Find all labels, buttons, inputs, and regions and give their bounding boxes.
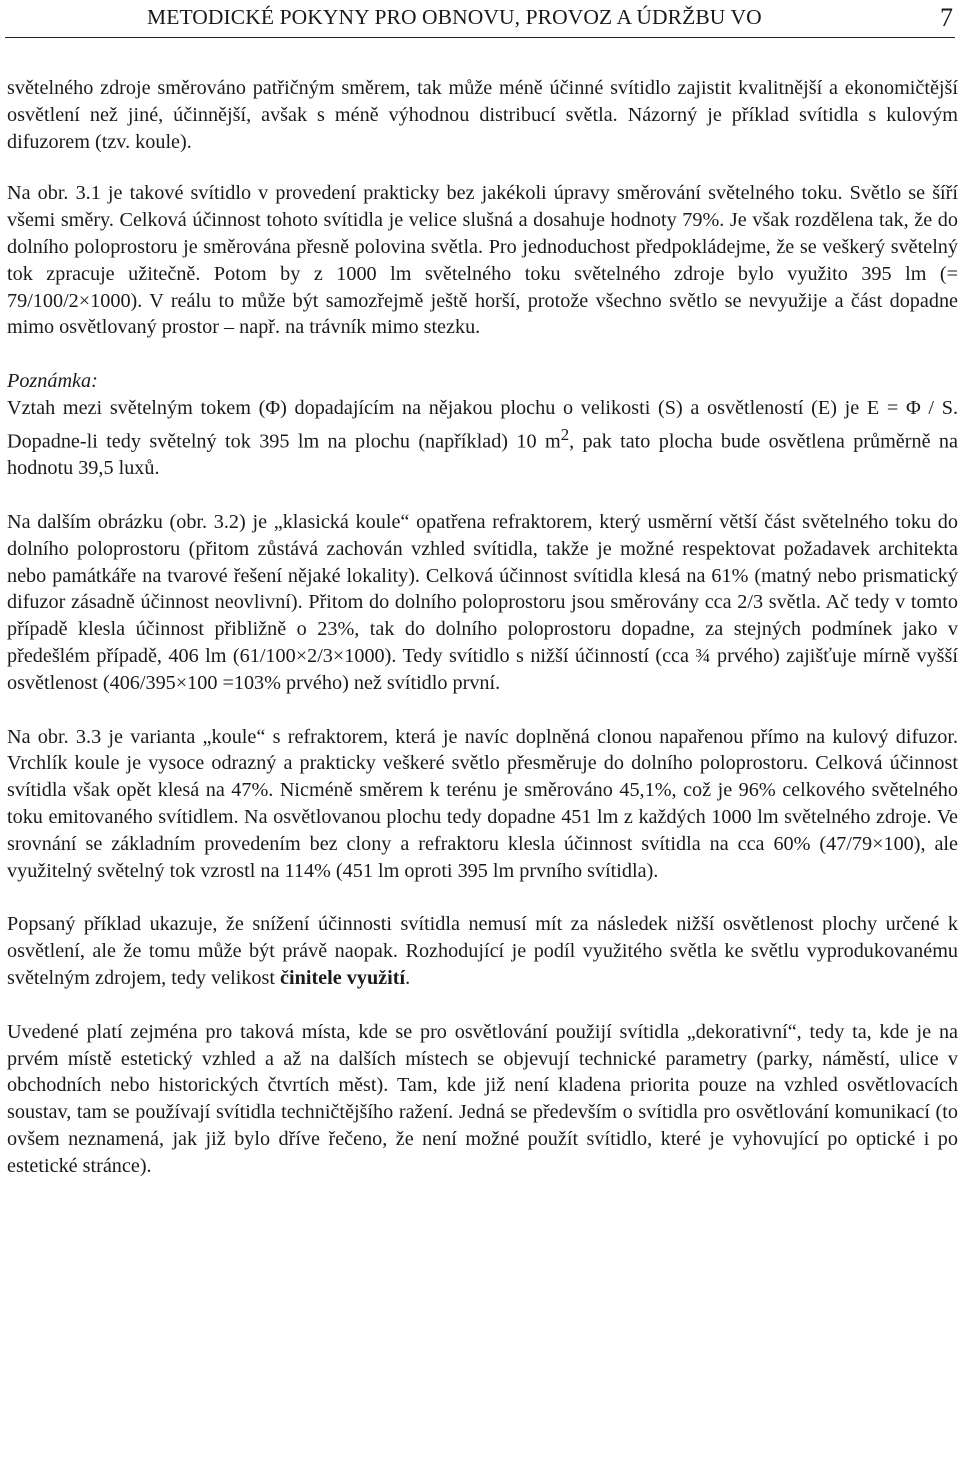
paragraph-summary — [7, 911, 958, 991]
note-text-end: , pak tato plocha bude osvětlena průměrně na hodnotu 39,5 luxů. — [7, 430, 958, 480]
running-header — [5, 3, 955, 38]
document-body — [7, 75, 958, 1180]
bold-term: činitele využití — [280, 967, 406, 990]
paragraph-obr-3-1: Na obr. 3.1 je takové svítidlo v provedení prakticky bez jakékoli úpravy směrování světelného toku. Světlo se šíří všemi směry. Celková účinnost tohoto svítidla je velice slušná a dosahuje hodnoty 79%. Je však rozdělena tak, že do dolního poloprostoru je směrována přesně polovina světla. Pro jednoduchost předpokládejme, že se veškerý světelný tok zpracuje užitečně. Potom by z 1000 lm světelného toku světelného zdroje bylo využito 395 lm (= 79/100/2×1000). V reálu to může být samozřejmě ještě horší, protože všechno světlo se nevyužije a část dopadne mimo osvětlovaný prostor – např. na trávník mimo stezku. — [7, 182, 958, 339]
note-paragraph — [7, 395, 958, 482]
note-label: Poznámka: — [7, 370, 98, 393]
paragraph-obr-3-3: Na obr. 3.3 je varianta „koule“ s refraktorem, která je navíc doplněná clonou napařenou přímo na kulový difuzor. Vrchlík koule je vysoce odrazný a prakticky veškeré světlo přesměruje do dolního poloprostoru. Celková účinnost svítidla však opět klesá na 47%. Nicméně směrem k terénu je směrováno 45,1%, což je 96% celkového světelného toku emitovaného svítidlem. Na osvětlovanou plochu tedy dopadne 451 lm z každých 1000 lm světelného zdroje. Ve srovnání se základním provedením bez clony a refraktoru klesla účinnost svítidla na cca 60% (47/79×100), ale využitelný světelný tok vzrostl na 114% (451 lm oproti 395 lm prvního svítidla). — [7, 725, 958, 882]
note-superscript: 2 — [560, 424, 570, 444]
summary-period: . — [405, 967, 411, 990]
paragraph-continuation: světelného zdroje směrováno patřičným směrem, tak může méně účinné svítidlo zajistit kvalitnější a ekonomičtější osvětlení než jiné, účinnější, avšak s méně výhodnou distribucí světla. Názorný je příklad svítidla s kulovým difuzorem (tzv. koule). — [7, 77, 958, 153]
paragraph-obr-3-2: Na dalším obrázku (obr. 3.2) je „klasická koule“ opatřena refraktorem, který usměrní větší část světelného toku do dolního poloprostoru (přitom zůstává zachován vzhled svítidla, takže je možné respektovat požadavek architekta nebo památkáře na tvarové řešení nějaké lokality). Celková účinnost svítidla klesá na 61% (matný nebo prismatický difuzor zásadně účinnost neovlivní). Přitom do dolního poloprostoru jsou směrovány cca 2/3 světla. Ač tedy v tomto případě klesla účinnost přibližně o 23%, tak do dolního poloprostoru dopadne, za stejných podmínek jako v předešlém případě, 406 lm (61/100×2/3×1000). Tedy svítidlo s nižší účinností (cca ¾ prvého) zajišťuje mírně vyšší osvětlenost (406/395×100 =103% prvého) než svítidlo první. — [7, 511, 958, 694]
paragraph-decorative: Uvedené platí zejména pro taková místa, kde se pro osvětlování použijí svítidla „dekorativní“, tedy ta, kde je na prvém místě estetický vzhled a až na dalších místech se objevují technické parametry (parky, náměstí, ulice v obchodních nebo historických čtvrtích měst). Tam, kde již není kladena priorita pouze na vzhled osvětlovacích soustav, tam se používají svítidla techničtějšího ražení. Jedná se především o svítidla pro osvětlování komunikací (to ovšem neznamená, jak již bylo dříve řečeno, že není možné použít svítidlo, které je vyhovující po optické i po estetické stránce). — [7, 1020, 958, 1177]
header-title: METODICKÉ POKYNY PRO OBNOVU, PROVOZ A ÚDRŽBU VO — [147, 5, 762, 29]
note-text-start: Vztah mezi světelným tokem (Φ) dopadajícím na nějakou plochu o velikosti (S) a osvětleností (E) je E = Φ / S. Dopadne-li tedy světelný tok 395 lm na plochu (například) 10 m — [7, 396, 958, 453]
summary-text: Popsaný příklad ukazuje, že snížení účinnosti svítidla nemusí mít za následek nižší osvětlenost plochy určené k osvětlení, ale že tomu může být právě naopak. Rozhodující je podíl využitého světla ke světlu vyprodukovanému světelným zdrojem, tedy velikost — [7, 913, 958, 990]
page-number: 7 — [940, 3, 953, 32]
